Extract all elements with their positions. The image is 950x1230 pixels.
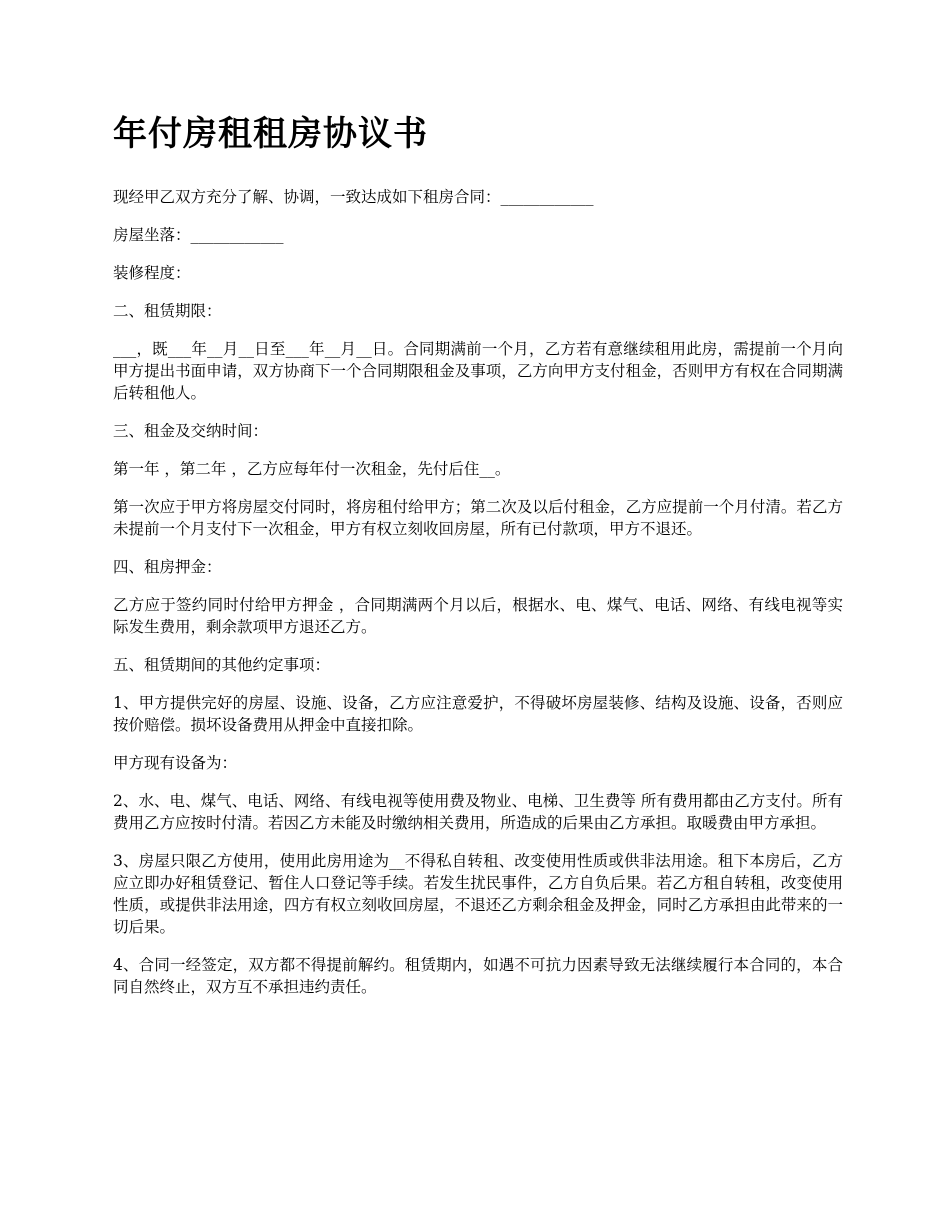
section-heading-rent-payment: 三、租金及交纳时间： — [113, 422, 269, 440]
deposit-paragraph: 乙方应于签约同时付给甲方押金 ，合同期满两个月以后，根据水、电、煤气、电话、网络、有线电视等实际发生费用，剩余款项甲方退还乙方。 — [113, 596, 843, 636]
document-body — [113, 112, 843, 1014]
property-location: 房屋坐落：____________ — [113, 226, 284, 244]
rent-amount-paragraph: 第一年 ，第二年 ，乙方应每年付一次租金，先付后住__。 — [113, 460, 511, 478]
term-4-paragraph: 4、合同一经签定，双方都不得提前解约。租赁期内，如遇不可抗力因素导致无法继续履行本合同的，本合同自然终止，双方互不承担违约责任。 — [113, 956, 843, 996]
term-1-paragraph: 1、甲方提供完好的房屋、设施、设备，乙方应注意爱护，不得破坏房屋装修、结构及设施、设备，否则应按价赔偿。损坏设备费用从押金中直接扣除。 — [113, 694, 843, 734]
existing-equipment: 甲方现有设备为： — [113, 754, 238, 772]
rent-payment-paragraph: 第一次应于甲方将房屋交付同时，将房租付给甲方；第二次及以后付租金，乙方应提前一个月付清。若乙方未提前一个月支付下一次租金，甲方有权立刻收回房屋，所有已付款项，甲方不退还。 — [113, 498, 843, 538]
term-3-paragraph: 3、房屋只限乙方使用，使用此房用途为__不得私自转租、改变使用性质或供非法用途。租下本房后，乙方应立即办好租赁登记、暂住人口登记等手续。若发生扰民事件，乙方自负后果。若乙方租自转租，改变使用性质，或提供非法用途，四方有权立刻收回房屋，不退还乙方剩余租金及押金，同时乙方承担由此带来的一切后果。 — [113, 852, 843, 936]
section-heading-lease-term: 二、租赁期限： — [113, 302, 222, 320]
lease-term-paragraph: ___，既___年__月__日至___年__月__日。合同期满前一个月，乙方若有意继续租用此房，需提前一个月向甲方提出书面申请，双方协商下一个合同期限租金及事项，乙方向甲方支付租金，否则甲方有权在合同期满后转租他人。 — [113, 340, 843, 402]
intro-paragraph: 现经甲乙双方充分了解、协调，一致达成如下租房合同：____________ — [113, 188, 594, 206]
term-2-paragraph: 2、水、电、煤气、电话、网络、有线电视等使用费及物业、电梯、卫生费等 所有费用都由乙方支付。所有费用乙方应按时付清。若因乙方未能及时缴纳相关费用，所造成的后果由乙方承担。取暖费由甲方承担。 — [113, 792, 843, 832]
document-title: 年付房租租房协议书 — [113, 114, 428, 154]
section-heading-other-terms: 五、租赁期间的其他约定事项： — [113, 656, 331, 674]
decoration-level: 装修程度： — [113, 264, 191, 282]
section-heading-deposit: 四、租房押金： — [113, 558, 222, 576]
